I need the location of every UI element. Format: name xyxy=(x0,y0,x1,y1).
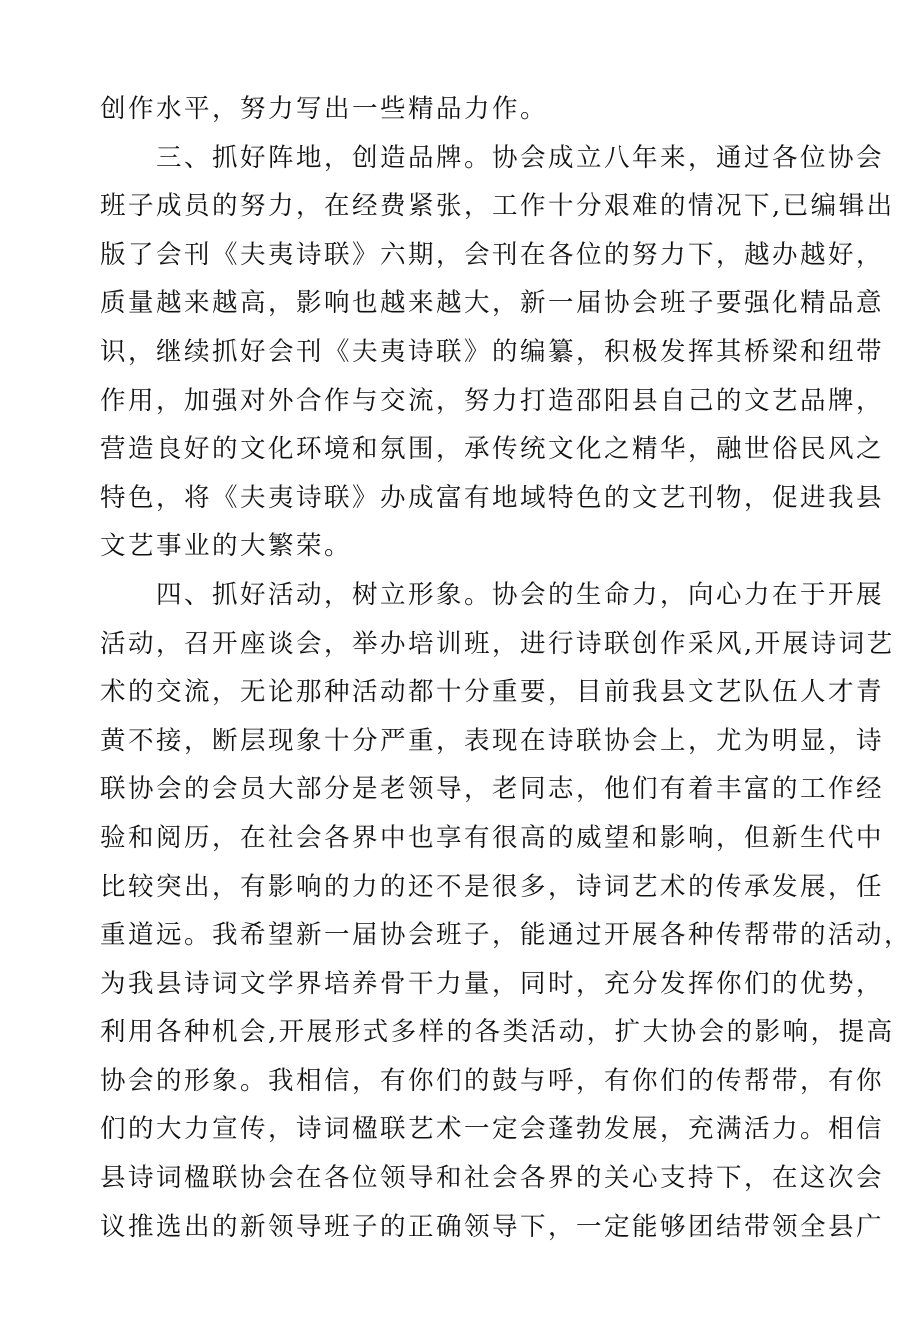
text-line: 们的大力宣传，诗词楹联艺术一定会蓬勃发展，充满活力。相信 xyxy=(100,1114,885,1145)
text-line: 协会的形象。我相信，有你们的鼓与呼，有你们的传帮带，有你 xyxy=(100,1065,885,1096)
text-line: 版了会刊《夫夷诗联》六期，会刊在各位的努力下，越办越好， xyxy=(100,239,885,270)
text-line: 议推选出的新领导班子的正确领导下，一定能够团结带领全县广 xyxy=(100,1211,885,1242)
text-line: 三、抓好阵地，创造品牌。协会成立八年来，通过各位协会 xyxy=(156,142,885,173)
text-line: 黄不接，断层现象十分严重，表现在诗联协会上，尤为明显，诗 xyxy=(100,725,885,756)
text-line: 创作水平，努力写出一些精品力作。 xyxy=(100,94,549,124)
text-line: 活动，召开座谈会，举办培训班，进行诗联创作采风,开展诗词艺 xyxy=(100,628,895,659)
text-line: 利用各种机会,开展形式多样的各类活动，扩大协会的影响，提高 xyxy=(100,1017,895,1048)
paragraph-3 xyxy=(100,571,913,1251)
text-line: 特色，将《夫夷诗联》办成富有地域特色的文艺刊物，促进我县 xyxy=(100,482,885,513)
paragraph-2 xyxy=(100,134,895,571)
paragraph-1 xyxy=(100,85,830,134)
text-line: 质量越来越高，影响也越来越大，新一届协会班子要强化精品意 xyxy=(100,288,885,319)
text-line: 验和阅历，在社会各界中也享有很高的威望和影响，但新生代中 xyxy=(100,822,885,853)
document-page xyxy=(100,85,913,1251)
text-line: 作用，加强对外合作与交流，努力打造邵阳县自己的文艺品牌， xyxy=(100,385,885,416)
text-line: 识，继续抓好会刊《夫夷诗联》的编纂，积极发挥其桥梁和纽带 xyxy=(100,336,885,367)
text-line: 县诗词楹联协会在各位领导和社会各界的关心支持下，在这次会 xyxy=(100,1163,885,1194)
text-line: 营造良好的文化环境和氛围，承传统文化之精华，融世俗民风之 xyxy=(100,434,885,465)
text-line: 术的交流，无论那种活动都十分重要，目前我县文艺队伍人才青 xyxy=(100,677,885,708)
text-line: 比较突出，有影响的力的还不是很多，诗词艺术的传承发展，任 xyxy=(100,871,885,902)
text-line: 联协会的会员大部分是老领导，老同志，他们有着丰富的工作经 xyxy=(100,774,885,805)
text-line: 班子成员的努力，在经费紧张，工作十分艰难的情况下,已编辑出 xyxy=(100,191,895,222)
text-line: 重道远。我希望新一届协会班子，能通过开展各种传帮带的活动， xyxy=(100,920,913,951)
text-line: 为我县诗词文学界培养骨干力量，同时，充分发挥你们的优势， xyxy=(100,968,885,999)
text-line: 文艺事业的大繁荣。 xyxy=(100,531,353,562)
text-line: 四、抓好活动，树立形象。协会的生命力，向心力在于开展 xyxy=(156,579,885,610)
